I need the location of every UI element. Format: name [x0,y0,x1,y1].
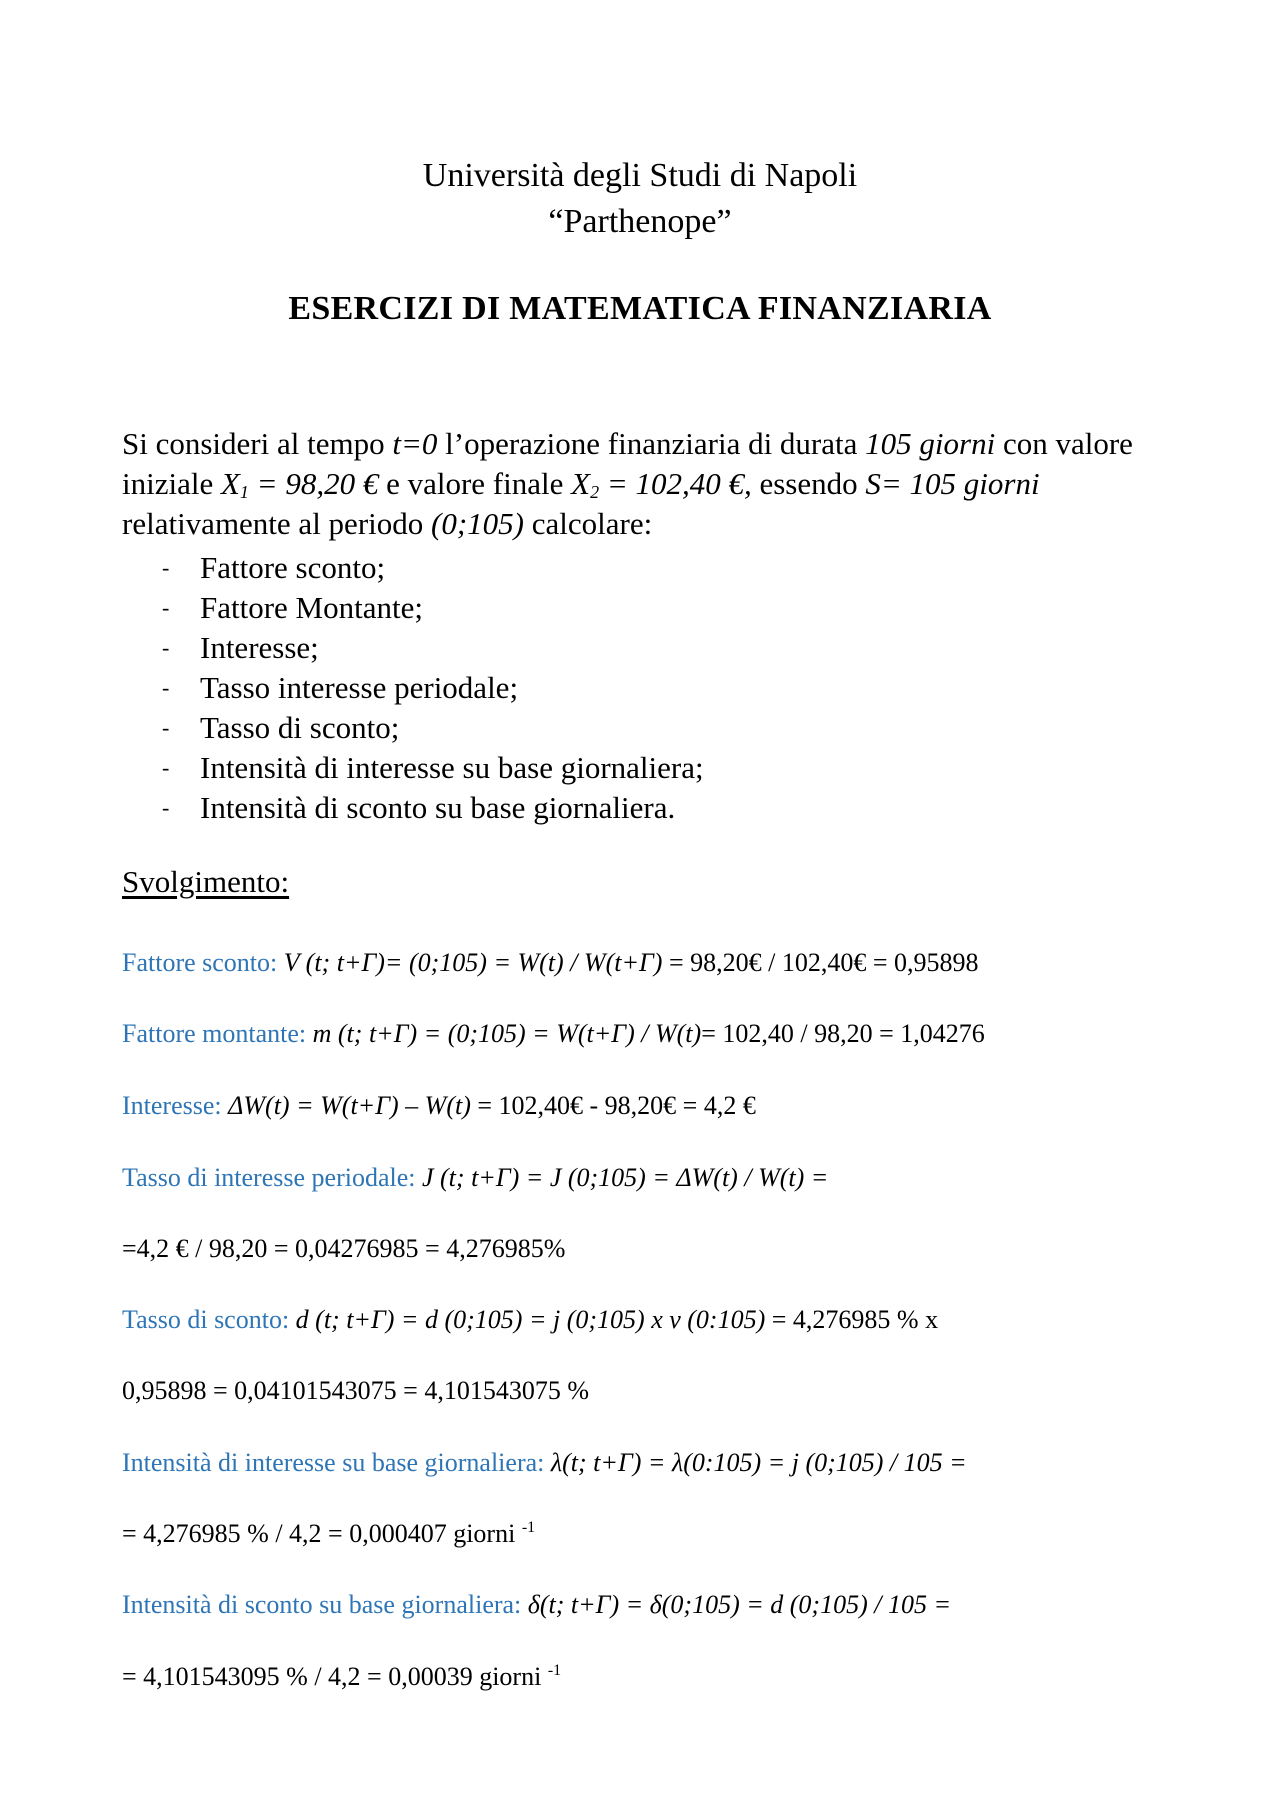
text-run: con valore iniziale [122,426,1133,501]
eq-label: Intensità di sconto su base giornaliera: [122,1590,528,1619]
eq-label: Fattore sconto: [122,948,284,977]
bullet: - [162,595,170,620]
eq-label: Fattore montante: [122,1019,313,1048]
x1-symbol: X [220,466,240,501]
exponent: -1 [547,1662,562,1679]
problem-statement [122,424,1162,544]
eq-result: = 102,40 / 98,20 = 1,04276 [701,1019,985,1048]
bullet: - [162,635,170,660]
time-zero: t=0 [392,426,438,461]
eq-formula: d (t; t+Γ) = d (0;105) = j (0;105) x v (0:105) [295,1305,766,1334]
eq-formula: ΔW(t) = W(t+Γ) – W(t) [228,1091,471,1120]
eq-intensita-sconto-line2 [122,1660,561,1694]
final-value [571,466,752,501]
eq-formula: λ(t; t+Γ) = λ(0:105) = j (0;105) / 105 = [550,1448,967,1477]
eq-result: = 4,101543095 % / 4,2 = 0,00039 giorni [122,1662,548,1691]
eq-label: Tasso di interesse periodale: [122,1163,422,1192]
list-item-text: Fattore Montante; [200,590,423,625]
list-item-text: Tasso interesse periodale; [200,670,519,705]
list-item [122,788,704,828]
list-item [122,708,704,748]
eq-intensita-sconto [122,1588,951,1622]
text-run: l’operazione finanziaria di durata [437,426,866,461]
list-item-text: Intensità di interesse su base giornaliera; [200,750,704,785]
s-value: S= 105 giorni [865,466,1040,501]
x2-symbol: X [571,466,591,501]
document-title: ESERCIZI DI MATEMATICA FINANZIARIA [288,290,992,327]
exponent: -1 [521,1519,536,1536]
eq-fattore-sconto [122,946,979,980]
eq-tasso-sconto-line2: 0,95898 = 0,04101543075 = 4,101543075 % [122,1376,589,1405]
eq-label: Interesse: [122,1091,229,1120]
list-item-text: Tasso di sconto; [200,710,400,745]
bullet: - [162,675,170,700]
list-item-text: Intensità di sconto su base giornaliera. [200,790,676,825]
eq-formula: m (t; t+Γ) = (0;105) = W(t+Γ) / W(t) [312,1019,702,1048]
x2-value: = 102,40 €, [599,466,752,501]
eq-result: = 98,20€ / 102,40€ = 0,95898 [662,948,979,977]
x1-value: = 98,20 € [248,466,379,501]
eq-result: = 4,276985 % x [765,1305,939,1334]
eq-intensita-interesse [122,1446,967,1480]
eq-fattore-montante [122,1017,985,1051]
university-name-line: “Parthenope” [548,203,732,240]
university-header [0,153,1280,245]
text-run: calcolare: [524,506,653,541]
bullet: - [162,715,170,740]
eq-tasso-interesse [122,1161,828,1195]
eq-result: = 4,276985 % / 4,2 = 0,000407 giorni [122,1519,522,1548]
x2-subscript: 2 [590,482,600,502]
list-item [122,668,704,708]
eq-result: = 102,40€ - 98,20€ = 4,2 € [470,1091,756,1120]
eq-intensita-interesse-line2 [122,1517,535,1551]
list-item [122,548,704,588]
text-run: e valore finale [378,466,572,501]
list-item [122,748,704,788]
bullet: - [162,795,170,820]
text-run: essendo [751,466,866,501]
list-item-text: Interesse; [200,630,319,665]
duration: 105 giorni [865,426,996,461]
eq-formula: δ(t; t+Γ) = δ(0;105) = d (0;105) / 105 = [527,1590,952,1619]
list-item [122,588,704,628]
solution-heading: Svolgimento: [122,864,290,899]
eq-tasso-sconto [122,1303,938,1337]
eq-label: Intensità di interesse su base giornaliera: [122,1448,551,1477]
eq-interesse [122,1089,756,1123]
task-list [122,548,704,828]
x1-subscript: 1 [239,482,249,502]
text-run: relativamente al periodo [122,506,432,541]
list-item [122,628,704,668]
university-line: Università degli Studi di Napoli [422,157,858,194]
eq-formula: J (t; t+Γ) = J (0;105) = ΔW(t) / W(t) = [421,1163,829,1192]
eq-label: Tasso di sconto: [122,1305,296,1334]
period: (0;105) [431,506,524,541]
list-item-text: Fattore sconto; [200,550,386,585]
bullet: - [162,755,170,780]
text-run: Si consideri al tempo [122,426,393,461]
initial-value [221,466,378,501]
eq-formula: V (t; t+Γ)= (0;105) = W(t) / W(t+Γ) [283,948,663,977]
eq-tasso-interesse-line2: =4,2 € / 98,20 = 0,04276985 = 4,276985% [122,1234,566,1263]
bullet: - [162,555,170,580]
